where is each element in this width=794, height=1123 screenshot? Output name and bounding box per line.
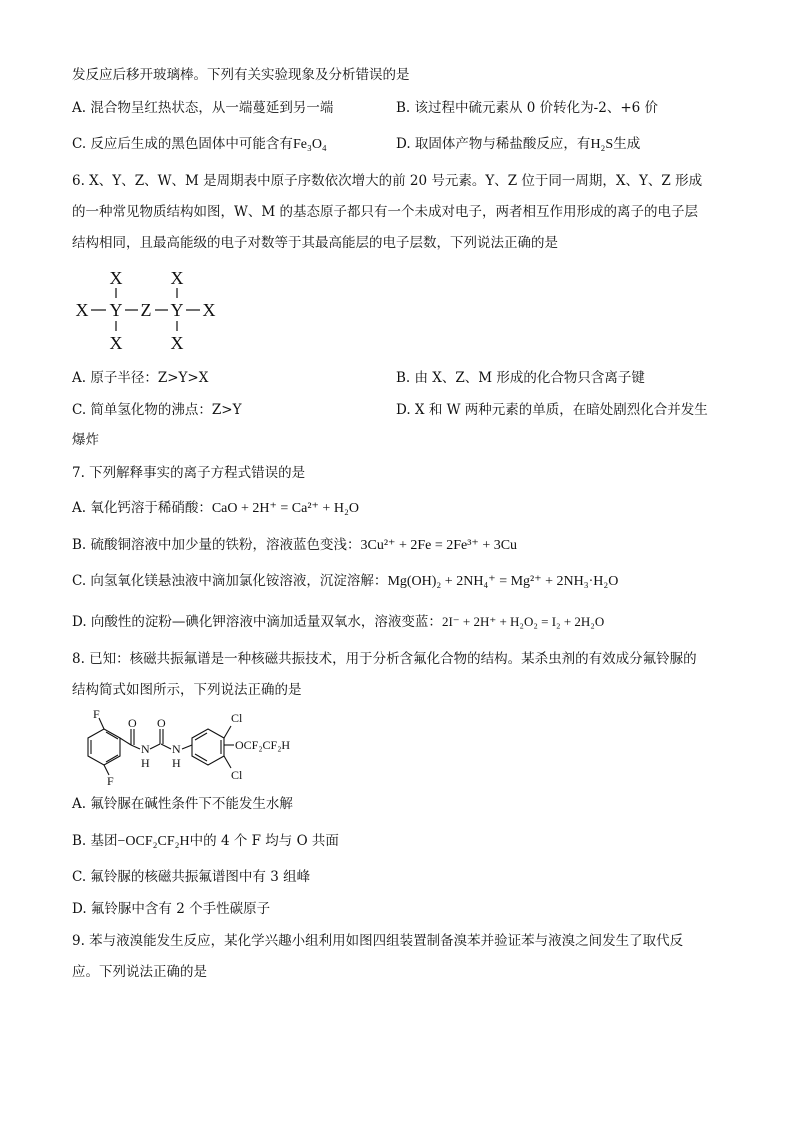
- q6-structure-diagram: [68, 262, 228, 358]
- q8-option-b-tail: 中的 4 个 F 均与 O 共面: [189, 833, 339, 849]
- q8-label-h2: H: [172, 756, 181, 770]
- q5-option-d-text: D. 取固体产物与稀盐酸反应，有: [396, 136, 591, 152]
- q5-option-c-formula: Fe₃O₄: [292, 137, 327, 152]
- q7-option-b: [72, 536, 517, 555]
- q8-bond: [131, 745, 140, 749]
- q6-atom-y-left: Y: [109, 300, 123, 320]
- q6-atom-x-bottom-left: X: [109, 333, 123, 353]
- q5-option-b: B. 该过程中硫元素从 0 价转化为-2、+6 价: [396, 100, 659, 116]
- q8-double-bond: [195, 754, 207, 761]
- q9-stem-line-2: 应。下列说法正确的是: [72, 964, 207, 980]
- q8-option-b-formula: −OCF₂CF₂H: [117, 834, 190, 849]
- q8-option-b: [72, 832, 339, 851]
- q5-option-d-formula: H₂S: [590, 137, 614, 152]
- q8-label-o2: O: [157, 716, 166, 730]
- q6-stem-line-1: 6. X、Y、Z、W、M 是周期表中原子序数依次增大的前 20 号元素。Y、Z 位于同一周期，X、Y、Z 形成: [72, 173, 703, 189]
- q7-option-d-equation: 2I⁻ + 2H⁺ + H₂O₂ = I₂ + 2H₂O: [441, 614, 605, 629]
- q8-label-o1: O: [128, 716, 137, 730]
- q8-label-cl-top: Cl: [231, 711, 243, 725]
- q6-atom-x-bottom-right: X: [170, 333, 184, 353]
- q7-option-a-text: A. 氧化钙溶于稀硝酸：: [72, 500, 212, 516]
- q7-option-a-equation: CaO + 2H⁺ = Ca²⁺ + H₂O: [211, 501, 359, 516]
- q8-double-bond: [195, 733, 207, 740]
- q6-option-c: C. 简单氢化物的沸点：Z>Y: [72, 402, 242, 418]
- q8-label-f-bottom: F: [107, 774, 114, 787]
- q6-atom-x-right: X: [202, 300, 216, 320]
- q5-option-d-tail: 生成: [613, 136, 641, 152]
- q7-option-c-equation: Mg(OH)₂ + 2NH₄⁺ = Mg²⁺ + 2NH₃·H₂O: [387, 574, 619, 589]
- q8-stem-line-1: 8. 已知：核磁共振氟谱是一种核磁共振技术，用于分析含氟化合物的结构。某杀虫剂的有效成分氟铃脲的: [72, 651, 697, 667]
- q8-option-c: C. 氟铃脲的核磁共振氟谱图中有 3 组峰: [72, 869, 311, 885]
- q7-stem: 7. 下列解释事实的离子方程式错误的是: [72, 465, 306, 481]
- q8-label-ether: OCF₂CF₂H: [235, 738, 291, 752]
- q8-label-f-top: F: [93, 707, 100, 721]
- q8-bond: [224, 756, 231, 768]
- q8-bond: [150, 744, 160, 749]
- q8-bond: [224, 726, 231, 738]
- q7-option-b-text: B. 硫酸铜溶液中加少量的铁粉，溶液蓝色变浅：: [72, 537, 361, 553]
- q6-option-a: A. 原子半径：Z>Y>X: [72, 370, 209, 386]
- q8-option-d: D. 氟铃脲中含有 2 个手性碳原子: [72, 901, 271, 917]
- q8-option-b-text: B. 基团: [72, 833, 118, 849]
- q8-label-cl-bottom: Cl: [231, 768, 243, 782]
- q6-atom-x-top-right: X: [170, 268, 184, 288]
- q6-stem-line-3: 结构相同，且最高能级的电子对数等于其最高能层的电子层数，下列说法正确的是: [72, 235, 558, 251]
- q8-label-n2: N: [172, 742, 181, 756]
- q7-option-b-equation: 3Cu²⁺ + 2Fe = 2Fe³⁺ + 3Cu: [360, 538, 518, 553]
- q7-option-c: [72, 572, 618, 591]
- q8-molecule-diagram: [68, 705, 328, 787]
- q7-option-c-text: C. 向氢氧化镁悬浊液中滴加氯化铵溶液，沉淀溶解：: [72, 573, 388, 589]
- q6-stem-line-2: 的一种常见物质结构如图，W、M 的基态原子都只有一个未成对电子，两者相互作用形成的离子的电子层: [72, 204, 698, 220]
- q8-benzene-left: [88, 729, 120, 765]
- q5-option-c: [72, 135, 327, 154]
- q7-option-d-text: D. 向酸性的淀粉—碘化钾溶液中滴加适量双氧水，溶液变蓝：: [72, 614, 442, 630]
- q8-label-h1: H: [141, 756, 150, 770]
- q6-option-b: B. 由 X、Z、M 形成的化合物只含离子键: [396, 370, 645, 386]
- q8-label-n1: N: [141, 742, 150, 756]
- q8-stem-line-2: 结构简式如图所示，下列说法正确的是: [72, 682, 302, 698]
- q9-stem-line-1: 9. 苯与液溴能发生反应，某化学兴趣小组利用如图四组装置制备溴苯并验证苯与液溴之间发生了取代反: [72, 933, 684, 949]
- q5-option-c-text: C. 反应后生成的黑色固体中可能含有: [72, 136, 293, 152]
- q6-option-d: D. X 和 W 两种元素的单质，在暗处剧烈化合并发生: [396, 402, 708, 418]
- q8-bond: [161, 744, 171, 749]
- q5-option-d: [396, 135, 640, 154]
- q6-option-d-continued: 爆炸: [72, 432, 99, 448]
- q7-option-d: [72, 613, 604, 631]
- q7-option-a: [72, 499, 359, 518]
- q8-bond: [120, 738, 131, 745]
- q8-option-a: A. 氟铃脲在碱性条件下不能发生水解: [72, 796, 293, 812]
- q8-benzene-right: [192, 729, 224, 765]
- question-5-stem-tail: 发反应后移开玻璃棒。下列有关实验现象及分析错误的是: [72, 67, 410, 83]
- q6-atom-z: Z: [140, 300, 152, 320]
- q6-atom-y-right: Y: [170, 300, 184, 320]
- q8-bond: [182, 745, 192, 749]
- q5-option-a: A. 混合物呈红热状态，从一端蔓延到另一端: [72, 100, 334, 116]
- q6-atom-x-top-left: X: [109, 268, 123, 288]
- q6-atom-x-left: X: [75, 300, 89, 320]
- q8-bond: [99, 718, 104, 729]
